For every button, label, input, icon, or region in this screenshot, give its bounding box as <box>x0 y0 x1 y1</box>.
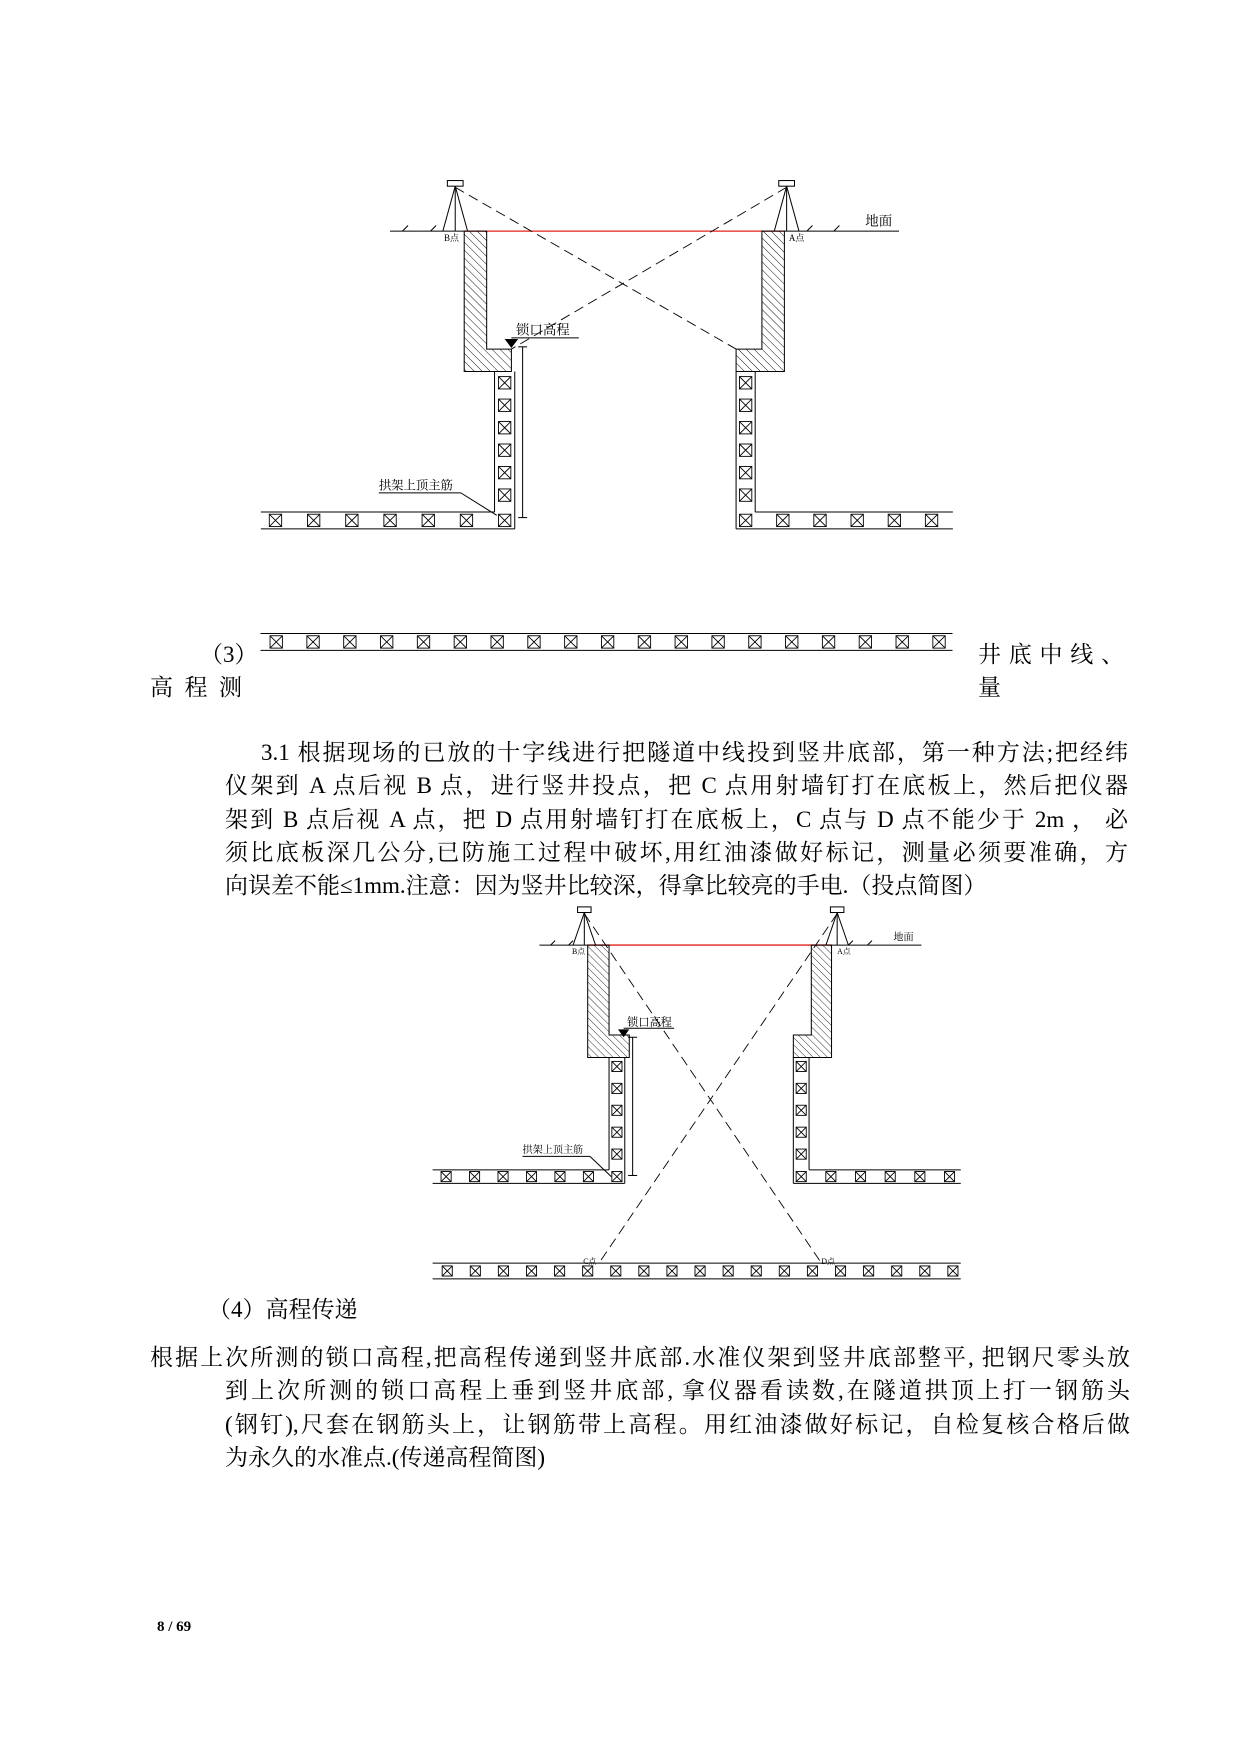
rail-box <box>346 514 358 526</box>
rail-box <box>498 444 510 456</box>
rail-box <box>555 1266 565 1276</box>
rail-box <box>807 1266 817 1276</box>
rail-boxes <box>269 377 937 527</box>
rail-box <box>422 514 434 526</box>
rail-box <box>460 514 472 526</box>
rail-box <box>612 1127 622 1137</box>
rail-box <box>695 1266 705 1276</box>
paragraph-line: (钢钉),尺套在钢筋头上，让钢筋带上高程。用红油漆做好标记，自检复核合格后做 <box>225 1411 1130 1437</box>
paragraph-line: 根据上次所测的锁口高程,把高程传递到竖井底部.水准仪架到竖井底部整平, 把钢尺零头放 <box>150 1345 1130 1370</box>
arch-rebar-label: 拱架上顶主筋 <box>378 478 453 493</box>
rail-box <box>442 1266 452 1276</box>
tripod-right <box>826 907 848 945</box>
paragraph-line: 到上次所测的锁口高程上垂到竖井底部, 拿仪器看读数,在隧道拱顶上打一钢筋头 <box>225 1378 1130 1404</box>
rail-box <box>739 466 751 478</box>
rail-box <box>470 1172 480 1182</box>
rail-box <box>498 1266 508 1276</box>
rail-box <box>814 514 826 526</box>
rail-box <box>739 399 751 411</box>
right-shaft-wall <box>793 945 831 1057</box>
point-a-label: A点 <box>788 233 805 244</box>
rail-box <box>454 636 466 648</box>
rail-box <box>749 636 761 648</box>
ground-label: 地面 <box>865 213 893 229</box>
rail-box <box>739 422 751 434</box>
rail-box <box>892 1266 902 1276</box>
rail-box <box>933 636 945 648</box>
point-c-label: C点 <box>583 1257 597 1267</box>
rail-box <box>612 1083 622 1093</box>
rail-box <box>796 1127 806 1137</box>
rail-boxes <box>270 636 945 648</box>
paragraph-4 <box>150 1341 1130 1474</box>
rail-box <box>528 636 540 648</box>
rail-box <box>498 1172 508 1182</box>
rail-box <box>675 636 687 648</box>
section-4-heading: （4）高程传递 <box>208 1297 358 1322</box>
rail-box <box>638 636 650 648</box>
rail-box <box>583 1172 593 1182</box>
rail-box <box>739 489 751 501</box>
tripod-left <box>443 181 468 232</box>
rail-box <box>498 489 510 501</box>
rail-box <box>855 1172 865 1182</box>
rail-box <box>859 636 871 648</box>
rail-box <box>888 514 900 526</box>
rail-box <box>269 514 281 526</box>
rail-box <box>822 636 834 648</box>
rail-box <box>612 1061 622 1071</box>
lock-elevation-marker <box>505 338 579 518</box>
paragraph-line: 仪架到 A 点后视 B 点，进行竖井投点，把 C 点用射墙钉打在底板上，然后把仪器 <box>225 773 1128 799</box>
ground-label: 地面 <box>893 932 914 944</box>
left-shaft-wall <box>588 945 630 1057</box>
rail-box <box>739 514 751 526</box>
rail-box <box>835 1266 845 1276</box>
rail-box <box>925 514 937 526</box>
point-b-label: B点 <box>571 947 586 957</box>
rail-box <box>885 1172 895 1182</box>
arch-rails <box>261 372 953 529</box>
rail-box <box>796 1083 806 1093</box>
rail-box <box>612 1105 622 1115</box>
rail-box <box>851 514 863 526</box>
arch-rails <box>433 1057 961 1278</box>
point-d-label: D点 <box>821 1257 835 1267</box>
rail-box <box>779 1266 789 1276</box>
page-number: 8 / 69 <box>157 1619 192 1635</box>
rail-box <box>612 1172 622 1182</box>
sight-lines <box>455 187 786 349</box>
point-b-label: B点 <box>443 233 459 244</box>
rail-box <box>948 1266 958 1276</box>
rail-box <box>723 1266 733 1276</box>
left-shaft-wall <box>464 231 511 371</box>
shaft-survey-diagram-1 <box>253 169 972 546</box>
rail-box <box>639 1266 649 1276</box>
section-3-heading-part: 高程测 <box>150 675 242 700</box>
rail-box <box>712 636 724 648</box>
rail-box <box>920 1266 930 1276</box>
rail-box <box>611 1266 621 1276</box>
rail-box <box>441 1172 451 1182</box>
rail-box <box>498 514 510 526</box>
paragraph-line: 向误差不能≤1mm.注意：因为竖井比较深，得拿比较亮的手电.（投点简图） <box>225 873 987 899</box>
rail-box <box>896 636 908 648</box>
bottom-rail-row <box>256 630 957 655</box>
rail-box <box>381 636 393 648</box>
shaft-survey-diagram-2 <box>427 900 972 1288</box>
rail-box <box>915 1172 925 1182</box>
rail-box <box>796 1172 806 1182</box>
rail-box <box>944 1172 954 1182</box>
lock-elevation-label: 锁口高程 <box>515 322 570 338</box>
rail-boxes <box>441 1061 958 1276</box>
rail-box <box>583 1266 593 1276</box>
rail-box <box>667 1266 677 1276</box>
paragraph-3-1 <box>225 736 1128 902</box>
paragraph-line: 须比底板深几公分,已防施工过程中破坏,用红油漆做好标记，测量必须要准确，方 <box>225 839 1128 865</box>
paragraph-line: 架到 B 点后视 A 点，把 D 点用射墙钉打在底板上，C 点与 D 点不能少于 2m ， 必 <box>225 806 1128 832</box>
rail-box <box>796 1149 806 1159</box>
paragraph-line: 3.1 根据现场的已放的十字线进行把隧道中线投到竖井底部，第一种方法;把经纬 <box>261 740 1128 765</box>
rail-box <box>491 636 503 648</box>
rail-box <box>796 1061 806 1071</box>
rail-box <box>555 1172 565 1182</box>
section-3-heading-part: 井底中线、 <box>978 642 1124 667</box>
rail-box <box>796 1105 806 1115</box>
tripod-right <box>774 181 799 232</box>
rail-box <box>384 514 396 526</box>
rail-box <box>417 636 429 648</box>
rail-box <box>498 422 510 434</box>
rail-box <box>498 399 510 411</box>
rail-box <box>826 1172 836 1182</box>
tripod-left <box>573 907 595 945</box>
rail-box <box>786 636 798 648</box>
paragraph-line: 为永久的水准点.(传递高程简图) <box>225 1444 546 1470</box>
rail-box <box>751 1266 761 1276</box>
arch-rebar-leader <box>523 1156 612 1176</box>
rail-box <box>307 636 319 648</box>
rail-box <box>612 1149 622 1159</box>
point-a-label: A点 <box>837 947 851 957</box>
rail-box <box>739 444 751 456</box>
rail-box <box>777 514 789 526</box>
rail-box <box>498 377 510 389</box>
rail-box <box>565 636 577 648</box>
rail-box <box>526 1172 536 1182</box>
rail-box <box>601 636 613 648</box>
arch-rebar-label: 拱架上顶主筋 <box>522 1144 584 1156</box>
rail-box <box>307 514 319 526</box>
lock-elevation-label: 锁口高程 <box>627 1017 672 1030</box>
rail-box <box>864 1266 874 1276</box>
rail-box <box>344 636 356 648</box>
section-3-heading-part: 量 <box>978 675 1001 700</box>
rail-box <box>526 1266 536 1276</box>
right-shaft-wall <box>736 231 784 371</box>
rail-box <box>498 466 510 478</box>
section-3-number: （3） <box>200 642 258 667</box>
rail-box <box>739 377 751 389</box>
rail-box <box>270 636 282 648</box>
rail-box <box>470 1266 480 1276</box>
